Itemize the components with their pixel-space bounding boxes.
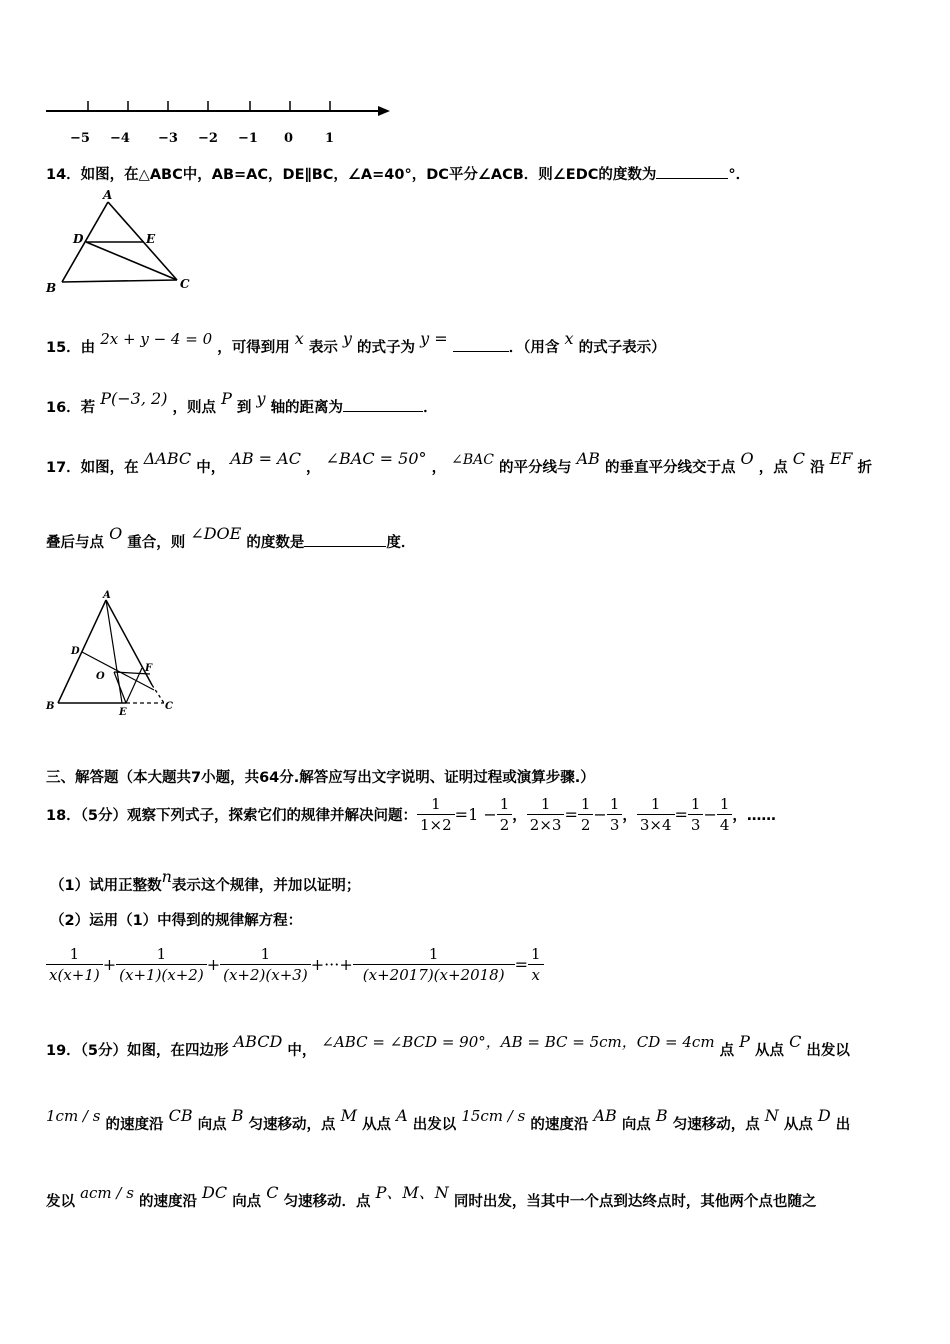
label-C: C — [180, 277, 190, 291]
q17-segment: EF — [829, 449, 853, 468]
q15-var-y: y — [342, 329, 352, 348]
question-16 — [46, 389, 438, 417]
q18-equals: =1 − — [454, 804, 497, 824]
q19-speed: acm / s — [80, 1184, 134, 1202]
q19-point: B — [655, 1106, 668, 1125]
q19-speed: 15cm / s — [461, 1107, 526, 1125]
label-D: D — [73, 232, 84, 246]
tick-label: 0 — [284, 131, 294, 146]
fraction: $\frac{1}{x}$ — [528, 944, 544, 985]
q19-text: 出 — [835, 1117, 851, 1133]
q19-point: A — [396, 1106, 408, 1125]
fraction: $\frac{1}{(x+2017)(x+2018)}$ — [353, 944, 515, 985]
q19-point: M — [340, 1106, 357, 1125]
tick-label: 1 — [325, 131, 335, 146]
q19-text: 向点 — [232, 1194, 262, 1210]
q15-text: 的式子表示） — [578, 340, 666, 356]
q17-text: 的平分线与 — [499, 460, 572, 476]
q17-triangle: ΔABC — [143, 449, 192, 468]
q18-minus: − — [593, 804, 607, 824]
q17-text: 折 — [857, 460, 872, 476]
q15-num: 15．由 — [46, 340, 96, 356]
q17-text: 沿 — [810, 460, 825, 476]
q19-segment: AB — [593, 1106, 617, 1125]
tick-label: −4 — [110, 131, 130, 146]
q16-text: ，则点 — [172, 400, 216, 416]
fraction: $\frac{1}{2\times 3}$ — [527, 794, 565, 835]
q19-point: D — [817, 1106, 831, 1125]
q17-text: 叠后与点 — [46, 535, 104, 551]
question-19-line-3 — [46, 1183, 817, 1211]
q15-y-equals: y = — [420, 329, 448, 348]
q17-text: ， — [431, 460, 447, 476]
q19-text: 发以 — [46, 1194, 75, 1210]
fraction: $\frac{1}{4}$ — [717, 794, 733, 835]
q19-segment: DC — [202, 1183, 228, 1202]
q19-text: 匀速移动．点 — [283, 1194, 371, 1210]
q17-condition: ∠BAC = 50° — [325, 449, 427, 468]
fraction: $\frac{1}{3}$ — [607, 794, 623, 835]
q19-points: P、M、N — [375, 1183, 449, 1202]
q19-point: N — [764, 1106, 779, 1125]
q19-segment: CB — [168, 1106, 193, 1125]
label-E: E — [146, 232, 156, 246]
q19-text: 从点 — [783, 1117, 813, 1133]
q14-tail: °． — [728, 167, 751, 183]
q17-condition: AB = AC — [230, 449, 301, 468]
q18-var-n: n — [161, 867, 172, 886]
label-D: D — [71, 646, 80, 657]
q19-text: 从点 — [362, 1117, 392, 1133]
q17-text: 度． — [386, 535, 416, 551]
label-B: B — [46, 701, 55, 712]
separator: ， — [622, 807, 637, 824]
q16-num: 16．若 — [46, 400, 96, 416]
q16-var-y: y — [256, 389, 266, 408]
q18-intro: 18．（5分）观察下列式子，探索它们的规律并解决问题： — [46, 807, 418, 824]
separator: ， — [512, 807, 527, 824]
fraction: $\frac{1}{2}$ — [578, 794, 594, 835]
q19-text: 匀速移动，点 — [672, 1117, 760, 1133]
plus-sign: + — [102, 954, 117, 974]
q19-text: 点 — [719, 1043, 735, 1059]
q19-point: P — [739, 1032, 750, 1051]
q17-point: O — [740, 449, 754, 468]
label-F: F — [145, 663, 153, 674]
answer-blank[interactable] — [656, 164, 728, 179]
label-O: O — [96, 671, 105, 682]
q19-speed: 1cm / s — [46, 1107, 101, 1125]
q17-segment: AB — [576, 449, 600, 468]
plus-sign: + — [206, 954, 221, 974]
q14-text: 14．如图，在△ABC中，AB=AC，DE∥BC，∠A=40°，DC平分∠ACB．则∠EDC的度数为 — [46, 167, 657, 183]
answer-blank[interactable] — [453, 337, 509, 352]
label-B: B — [46, 281, 57, 295]
q15-equation: 2x + y − 4 = 0 — [100, 330, 213, 348]
q17-figure — [40, 588, 190, 718]
q19-text: 中， — [287, 1043, 317, 1059]
q18-part-1 — [50, 867, 361, 895]
tick-label: −5 — [70, 131, 90, 146]
q17-num: 17．如图，在 — [46, 460, 139, 476]
q17-text: 中， — [196, 460, 226, 476]
fraction: $\frac{1}{1\times 2}$ — [417, 794, 455, 835]
question-17-line-2 — [46, 524, 416, 552]
q19-text: 匀速移动，点 — [248, 1117, 336, 1133]
q15-var-x: x — [564, 329, 574, 348]
q17-text: ， — [306, 460, 321, 476]
q19-point: C — [789, 1032, 802, 1051]
ellipsis: ，…… — [732, 807, 776, 824]
q18-text: （1）试用正整数 — [50, 878, 162, 894]
fraction: $\frac{1}{3}$ — [688, 794, 704, 835]
label-E: E — [119, 707, 127, 718]
q16-text: 到 — [236, 400, 252, 416]
q19-text: 同时出发，当其中一个点到达终点时，其他两个点也随之 — [453, 1194, 817, 1210]
q15-text: ．（用含 — [508, 340, 560, 356]
fraction: $\frac{1}{x(x+1)}$ — [46, 944, 103, 985]
label-C: C — [165, 701, 173, 712]
label-A: A — [103, 188, 113, 202]
answer-blank[interactable] — [343, 397, 423, 412]
question-18 — [46, 792, 776, 836]
q19-text: 向点 — [621, 1117, 651, 1133]
q18-equation — [46, 940, 544, 988]
number-line — [40, 96, 400, 148]
q17-text: 的度数是 — [246, 535, 305, 551]
q15-text: ，可得到用 — [217, 340, 290, 356]
question-19 — [46, 1032, 850, 1060]
tick-label: −1 — [238, 131, 258, 146]
q19-text: 的速度沿 — [530, 1117, 589, 1133]
tick-label: −2 — [198, 131, 218, 146]
q19-text: 的速度沿 — [105, 1117, 164, 1133]
q17-angle: ∠DOE — [190, 524, 242, 543]
label-A: A — [103, 590, 111, 601]
question-15 — [46, 329, 666, 357]
fraction: $\frac{1}{(x+1)(x+2)}$ — [116, 944, 207, 985]
q15-text: 表示 — [308, 340, 338, 356]
q15-text: 的式子为 — [357, 340, 416, 356]
q16-point: P(−3, 2) — [100, 389, 168, 408]
fraction: $\frac{1}{2}$ — [497, 794, 513, 835]
q16-text: 轴的距离为 — [270, 400, 344, 416]
q19-quad: ABCD — [233, 1032, 283, 1051]
q19-point: B — [231, 1106, 244, 1125]
q15-var-x: x — [294, 329, 304, 348]
answer-blank[interactable] — [304, 532, 386, 547]
dots: +···+ — [310, 954, 353, 974]
q18-equals: = — [674, 804, 688, 824]
fraction: $\frac{1}{3\times 4}$ — [637, 794, 675, 835]
q16-var-p: P — [221, 389, 232, 408]
q14-figure — [40, 188, 200, 298]
q18-equals: = — [564, 804, 578, 824]
q19-point: C — [266, 1183, 279, 1202]
q17-angle: ∠BAC — [451, 452, 494, 468]
question-14 — [46, 163, 750, 184]
q18-text: 表示这个规律，并加以证明； — [171, 878, 361, 894]
q17-point: C — [792, 449, 806, 468]
q17-point: O — [109, 524, 123, 543]
section-title: 三、解答题（本大题共7小题，共64分.解答应写出文字说明、证明过程或演算步骤.） — [46, 770, 595, 786]
question-19-line-2 — [46, 1106, 851, 1134]
q19-conditions: ∠ABC = ∠BCD = 90°，AB = BC = 5cm，CD = 4cm — [321, 1033, 715, 1051]
question-17 — [46, 449, 872, 477]
q19-text: 向点 — [197, 1117, 227, 1133]
fraction: $\frac{1}{(x+2)(x+3)}$ — [220, 944, 311, 985]
q19-text: 19．（5分）如图，在四边形 — [46, 1043, 229, 1059]
q19-text: 出发以 — [412, 1117, 457, 1133]
q17-text: ，点 — [758, 460, 788, 476]
q19-text: 出发以 — [806, 1043, 850, 1059]
tick-label: −3 — [158, 131, 178, 146]
q19-text: 从点 — [755, 1043, 784, 1059]
q16-tail: ． — [423, 400, 438, 416]
q18-minus: − — [703, 804, 717, 824]
equals-sign: = — [514, 954, 528, 974]
q17-text: 的垂直平分线交于点 — [604, 460, 736, 476]
q17-text: 重合，则 — [127, 535, 186, 551]
q18-part-2: （2）运用（1）中得到的规律解方程： — [50, 913, 303, 929]
q19-text: 的速度沿 — [138, 1194, 197, 1210]
